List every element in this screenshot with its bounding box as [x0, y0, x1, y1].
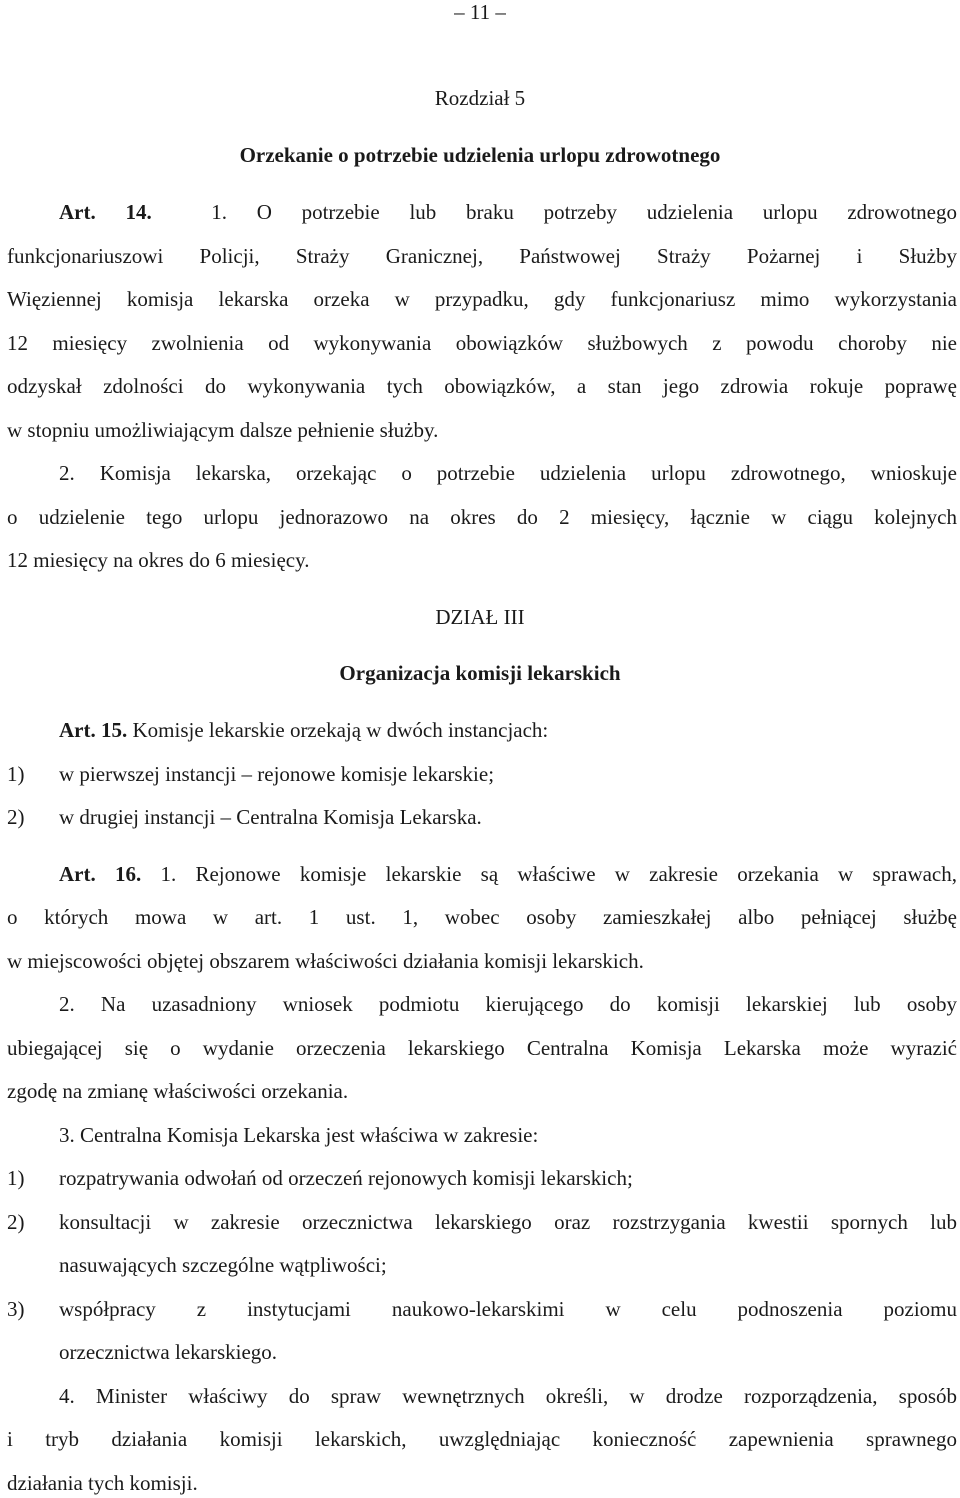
- art15-item-number: 1): [7, 762, 25, 786]
- art15-item-text: w drugiej instancji – Centralna Komisja Lekarska.: [59, 805, 482, 829]
- chapter-label: Rozdział 5: [434, 86, 526, 110]
- division-label: DZIAŁ III: [435, 605, 525, 629]
- art16-p3-item-text: współpracy z instytucjami naukowo-lekarskimi w celu podnoszenia poziomu: [59, 1297, 957, 1321]
- art16-p4-line: działania tych komisji.: [7, 1471, 198, 1495]
- art14-p1-line: odzyskał zdolności do wykonywania tych obowiązków, a stan jego zdrowia rokuje poprawę: [7, 374, 957, 398]
- art16-p3-item-text: konsultacji w zakresie orzecznictwa lekarskiego oraz rozstrzygania kwestii spornych lub: [59, 1210, 957, 1234]
- art14-p1-line: funkcjonariuszowi Policji, Straży Granicznej, Państwowej Straży Pożarnej i Służby: [7, 244, 957, 268]
- art14-p2-line: 2. Komisja lekarska, orzekając o potrzebie udzielenia urlopu zdrowotnego, wnioskuje: [59, 461, 957, 485]
- art16-line-1: [59, 860, 957, 888]
- art15-line: [59, 716, 960, 744]
- art14-line-1: [59, 198, 957, 226]
- art14-p1-line: 1. O potrzebie lub braku potrzeby udzielenia urlopu zdrowotnego: [211, 200, 957, 224]
- division-title: Organizacja komisji lekarskich: [339, 661, 621, 685]
- art14-p1-line: Więziennej komisja lekarska orzeka w przypadku, gdy funkcjonariusz mimo wykorzystania: [7, 287, 957, 311]
- art16-p4-line: 4. Minister właściwy do spraw wewnętrznych określi, w drodze rozporządzenia, sposób: [59, 1384, 957, 1408]
- art16-heading: Art. 16.: [59, 862, 142, 886]
- art16-p3-item-number: 3): [7, 1297, 25, 1321]
- art14-heading: Art. 14.: [59, 200, 152, 224]
- art15-text: Komisje lekarskie orzekają w dwóch instancjach:: [127, 718, 549, 742]
- art14-p1-line: w stopniu umożliwiającym dalsze pełnienie służby.: [7, 418, 439, 442]
- art16-p3-intro: 3. Centralna Komisja Lekarska jest właściwa w zakresie:: [59, 1123, 539, 1147]
- art16-p3-item-text: rozpatrywania odwołań od orzeczeń rejonowych komisji lekarskich;: [59, 1166, 633, 1190]
- art14-p1-line: 12 miesięcy zwolnienia od wykonywania obowiązków służbowych z powodu choroby nie: [7, 331, 957, 355]
- art16-p2-line: zgodę na zmianę właściwości orzekania.: [7, 1079, 349, 1103]
- art15-item-text: w pierwszej instancji – rejonowe komisje lekarskie;: [59, 762, 495, 786]
- art16-p1-line: w miejscowości objętej obszarem właściwości działania komisji lekarskich.: [7, 949, 644, 973]
- art16-p1-line: o których mowa w art. 1 ust. 1, wobec osoby zamieszkałej albo pełniącej służbę: [7, 905, 957, 929]
- art16-p3-item-number: 2): [7, 1210, 25, 1234]
- art16-p3-item-number: 1): [7, 1166, 25, 1190]
- art16-p3-item-text: nasuwających szczególne wątpliwości;: [59, 1253, 387, 1277]
- art16-p2-line: ubiegającej się o wydanie orzeczenia lekarskiego Centralna Komisja Lekarska może wyrazić: [7, 1036, 957, 1060]
- art16-p4-line: i tryb działania komisji lekarskich, uwzględniając konieczność zapewnienia sprawnego: [7, 1427, 957, 1451]
- art15-item-number: 2): [7, 805, 25, 829]
- page-number: – 11 –: [454, 0, 506, 24]
- chapter-title: Orzekanie o potrzebie udzielenia urlopu zdrowotnego: [239, 143, 721, 167]
- art14-p2-line: 12 miesięcy na okres do 6 miesięcy.: [7, 548, 310, 572]
- art14-p2-line: o udzielenie tego urlopu jednorazowo na okres do 2 miesięcy, łącznie w ciągu kolejnych: [7, 505, 957, 529]
- art15-heading: Art. 15.: [59, 718, 128, 742]
- art16-p3-item-text: orzecznictwa lekarskiego.: [59, 1340, 278, 1364]
- art16-p1-line: 1. Rejonowe komisje lekarskie są właściwe w zakresie orzekania w sprawach,: [141, 862, 958, 886]
- art16-p2-line: 2. Na uzasadniony wniosek podmiotu kierującego do komisji lekarskiej lub osoby: [59, 992, 957, 1016]
